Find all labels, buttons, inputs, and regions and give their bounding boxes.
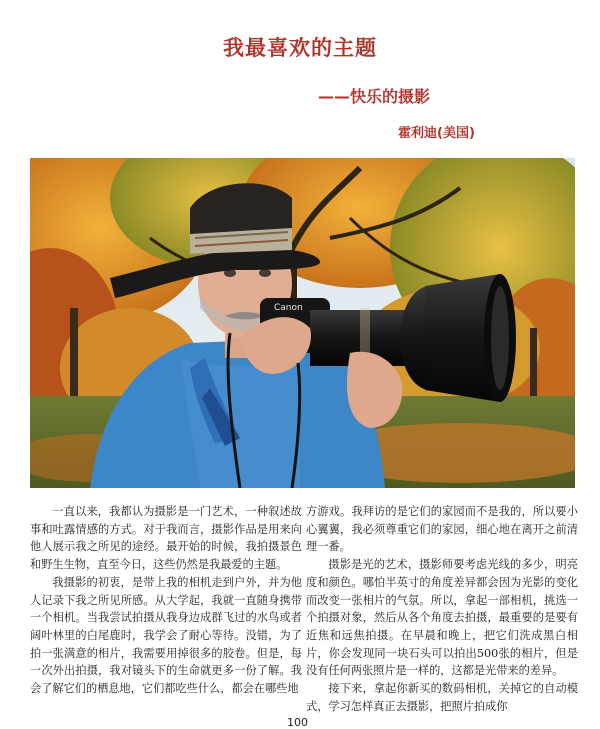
body-column-left: [30, 503, 302, 698]
article-author: 霍利迪(美国): [398, 126, 475, 141]
body-paragraph: 一直以来，我都认为摄影是一门艺术，一种叙述故事和吐露情感的方式。对于我而言，摄影作品是用来向他人展示我之所见的途经。最开始的时候，我拍摄景色和野生生物，直至今日，这些仍然是我最爱的主题。: [30, 505, 302, 572]
page-number: 100: [287, 716, 308, 729]
article-subtitle: ——快乐的摄影: [318, 87, 431, 106]
body-paragraph: 方游戏。我拜访的是它们的家园而不是我的，所以要小心翼翼，我必须尊重它们的家园，细心地在离开之前清理一番。: [306, 505, 578, 554]
photographer-illustration: [30, 158, 575, 488]
body-column-right: [306, 503, 578, 715]
photographer-photo: [30, 158, 575, 488]
body-paragraph: 摄影是光的艺术，摄影师要考虑光线的多少，明亮度和颜色。哪怕半英寸的角度差异都会因为光影的变化而改变一张相片的气氛。所以，拿起一部相机，挑选一个拍摄对象，然后从各个角度去拍摄，最重要的是要有近焦和远焦拍摄。在早晨和晚上，把它们洗成黑白相片，你会发现同一块石头可以拍出500张的相片，但是没有任何两张照片是一样的，这都是光带来的差异。: [306, 558, 578, 678]
camera-brand-label: Canon: [274, 303, 303, 313]
body-paragraph: 接下来，拿起你新买的数码相机，关掉它的自动模式，学习怎样真正去摄影，把照片拍成你: [306, 682, 578, 713]
body-paragraph: 我摄影的初衷，是带上我的相机走到户外，并为他人记录下我之所见所感。从大学起，我就一直随身携带一个相机。当我尝试拍摄从我身边成群飞过的水鸟或者阔叶林里的白尾鹿时，我学会了耐心等待。没错，为了拍一张满意的相片，我需要用掉很多的胶卷。但是，每一次外出拍摄，我对镜头下的生命就更多一份了解。我会了解它们的栖息地，它们都吃些什么，都会在哪些地: [30, 575, 302, 696]
article-title: 我最喜欢的主题: [223, 36, 377, 60]
